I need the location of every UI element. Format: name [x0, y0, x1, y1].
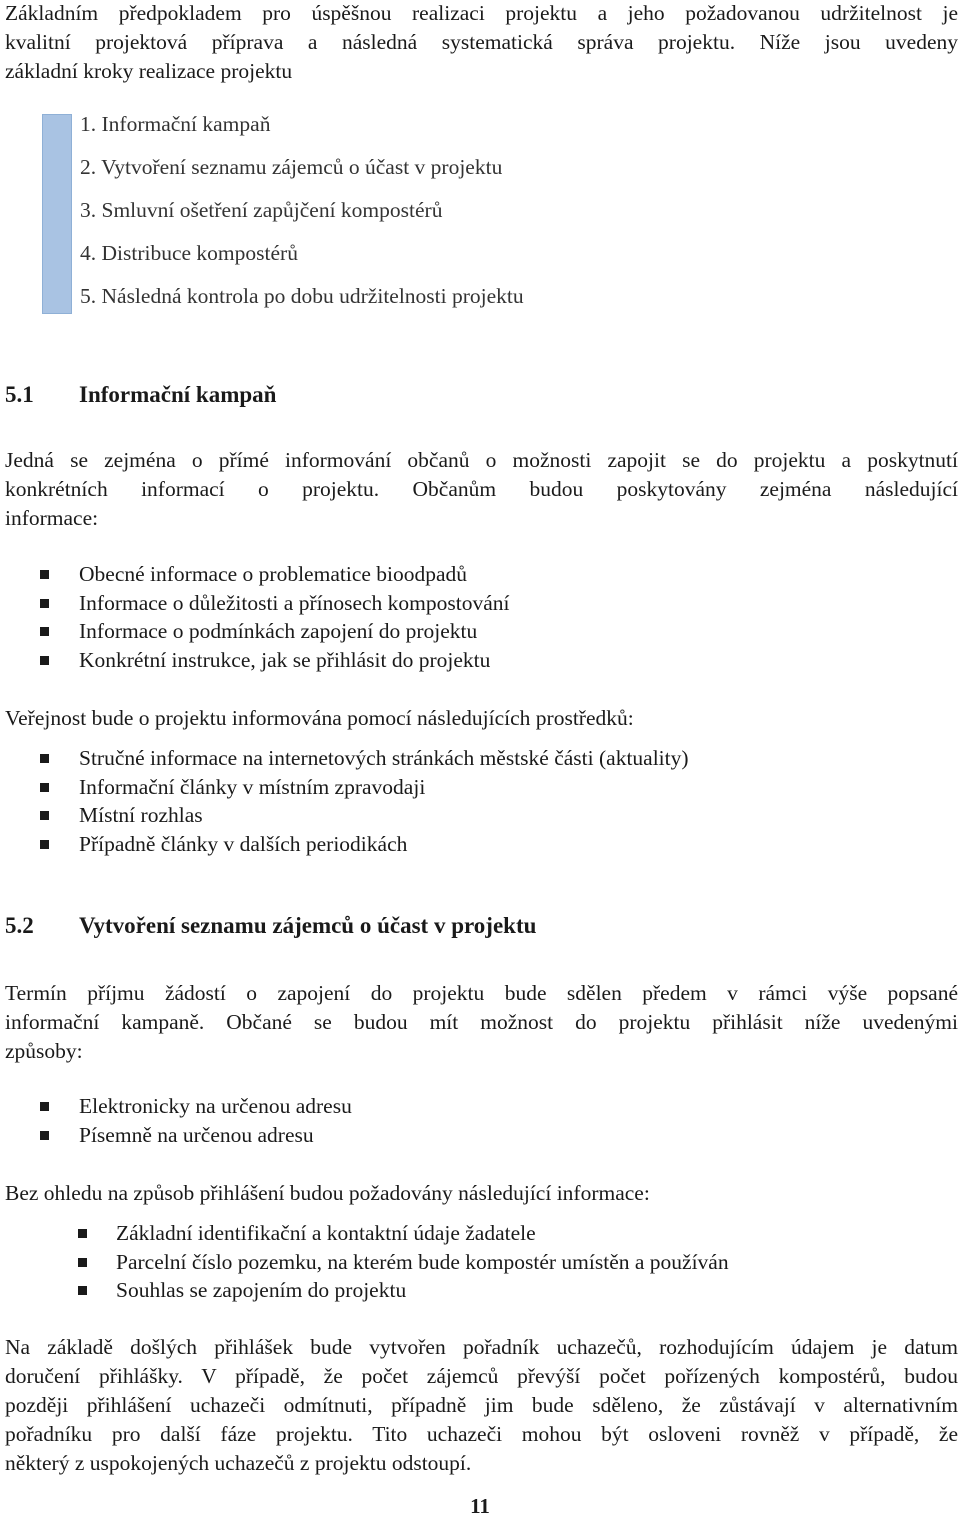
step-item: 1. Informační kampaň: [80, 112, 271, 136]
square-bullet-icon: [40, 1102, 49, 1111]
paragraph-line: doručení přihlášky. V případě, že počet zájemců převýší počet pořízených kompostérů, budou: [5, 1364, 958, 1388]
square-bullet-icon: [78, 1229, 87, 1238]
square-bullet-icon: [40, 840, 49, 849]
paragraph-line: informační kampaně. Občané se budou mít možnost do projektu přihlásit níže uvedenými: [5, 1010, 958, 1034]
section-number: 5.1: [5, 382, 34, 407]
square-bullet-icon: [78, 1258, 87, 1267]
paragraph-line: konkrétních informací o projektu. Občanům budou poskytovány zejména následující: [5, 477, 958, 501]
paragraph-line: Termín příjmu žádostí o zapojení do projektu bude sdělen předem v rámci výše popsané: [5, 981, 958, 1005]
section-5-2-paragraph: [5, 979, 958, 1066]
paragraph-line: některý z uspokojených uchazečů z projektu odstoupí.: [5, 1451, 472, 1475]
section-title: Vytvoření seznamu zájemců o účast v projektu: [79, 913, 537, 938]
paragraph-line: pořadníku pro další fáze projektu. Tito uchazeči mohou být osloveni rovněž v případě, že: [5, 1422, 958, 1446]
paragraph-means: Veřejnost bude o projektu informována pomocí následujících prostředků:: [5, 706, 634, 730]
intro-line: Základním předpokladem pro úspěšnou realizaci projektu a jeho požadovanou udržitelnost je: [5, 1, 958, 25]
intro-line: základní kroky realizace projektu: [5, 59, 293, 83]
section-heading-5-1: [5, 382, 276, 408]
square-bullet-icon: [40, 754, 49, 763]
step-item: 4. Distribuce kompostérů: [80, 241, 298, 265]
paragraph-line: způsoby:: [5, 1039, 83, 1063]
intro-line: kvalitní projektová příprava a následná systematická správa projektu. Níže jsou uvedeny: [5, 30, 958, 54]
paragraph-line: Jedná se zejména o přímé informování občanů o možnosti zapojit se do projektu a poskytnutí: [5, 448, 958, 472]
square-bullet-icon: [40, 811, 49, 820]
section-5-1-paragraph: [5, 446, 958, 533]
paragraph-line: Na základě došlých přihlášek bude vytvořen pořadník uchazečů, rozhodujícím údajem je datum: [5, 1335, 958, 1359]
square-bullet-icon: [40, 627, 49, 636]
square-bullet-icon: [40, 783, 49, 792]
square-bullet-icon: [40, 656, 49, 665]
section-heading-5-2: [5, 913, 536, 939]
paragraph-waiting-list: [5, 1333, 958, 1478]
section-number: 5.2: [5, 913, 34, 938]
square-bullet-icon: [40, 599, 49, 608]
square-bullet-icon: [40, 570, 49, 579]
intro-paragraph: [5, 0, 958, 86]
paragraph-line: informace:: [5, 506, 99, 530]
section-title: Informační kampaň: [79, 382, 277, 407]
paragraph-required-info: Bez ohledu na způsob přihlášení budou požadovány následující informace:: [5, 1181, 650, 1205]
step-item: 5. Následná kontrola po dobu udržitelnosti projektu: [80, 284, 524, 308]
steps-accent-bar: [42, 114, 72, 314]
step-item: 2. Vytvoření seznamu zájemců o účast v projektu: [80, 155, 503, 179]
page-number: 11: [470, 1494, 490, 1518]
step-item: 3. Smluvní ošetření zapůjčení kompostérů: [80, 198, 443, 222]
document-page: Základním předpokladem pro úspěšnou realizaci projektu a jeho požadovanou udržitelnost je kvalitní projektová příprava a následná systematická správa projektu. Níže jsou uvedeny základní kroky realizace projektu 1. Informační kampaň 2. Vytvoření seznamu zájemců o účast v projektu 3. Smluvní ošetření zapůjčení kompostérů 4. Distribuce kompostérů 5. Následná kontrola po dobu udržitelnosti projektu 5.1 Informační kampaň Jedná se zejména o přímé informování občanů o možnosti zapojit se do projektu a poskytnutí konkrétních informací o projektu. Občanům budou poskytovány zejména následující informace: Obecné informace o problematice bioodpadů Informace o důležitosti a přínosech kompostování Informace o podmínkách zapojení do projektu Konkrétní instrukce, jak se přihlásit do projektu Veřejnost bude o projektu informována pomocí následujících prostředků: Stručné informace na internetových stránkách městské části (aktuality) Informační články v místním zpravodaji Místní rozhlas Případně články v dalších periodikách 5.2 Vytvoření seznamu zájemců o účast v projektu Termín příjmu žádostí o zapojení do projektu bude sdělen předem v rámci výše popsané informační kampaně. Občané se budou mít možnost do projektu přihlásit níže uvedenými způsoby: Elektronicky na určenou adresu Písemně na určenou adresu Bez ohledu na způsob přihlášení budou požadovány následující informace: Základní identifikační a kontaktní údaje žadatele Parcelní číslo pozemku, na kterém bude kompostér umístěn a používán Souhlas se zapojením do projektu Na základě došlých přihlášek bude vytvořen pořadník uchazečů, rozhodujícím údajem je datum doručení přihlášky. V případě, že počet zájemců převýší počet pořízených kompostérů, budou později přihlášení uchazeči odmítnuti, případně jim bude sděleno, že zůstávají v alternativním pořadníku pro další fáze projektu. Tito uchazeči mohou být osloveni rovněž v případě, že některý z uspokojených uchazečů z projektu odstoupí. 11: [0, 0, 960, 1518]
paragraph-line: později přihlášení uchazeči odmítnuti, případně jim bude sděleno, že zůstávají v alternativním: [5, 1393, 958, 1417]
square-bullet-icon: [78, 1286, 87, 1295]
square-bullet-icon: [40, 1131, 49, 1140]
